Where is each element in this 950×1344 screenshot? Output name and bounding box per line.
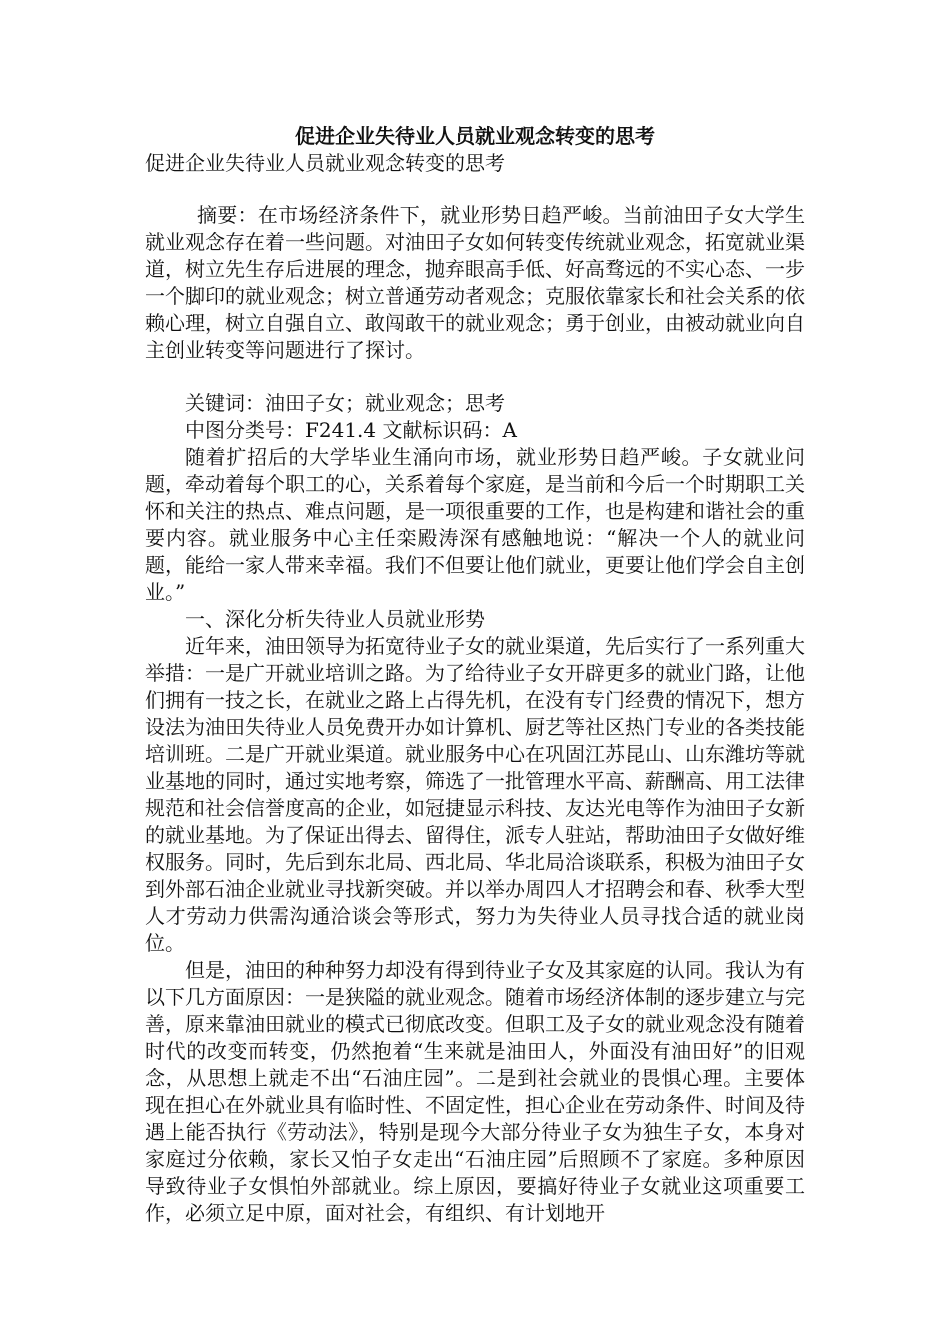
document-title: 促进企业失待业人员就业观念转变的思考 xyxy=(295,124,655,148)
keywords-line: 关键词：油田子女；就业观念；思考 xyxy=(185,391,505,415)
body-paragraph-3: 但是，油田的种种努力却没有得到待业子女及其家庭的认同。我认为有以下几方面原因：一是狭隘的就业观念。随着市场经济体制的逐步建立与完善，原来靠油田就业的模式已彻底改变。但职工及子女的就业观念没有随着时代的改变而转变，仍然抱着“生来就是油田人，外面没有油田好”的旧观念，从思想上就走不出“石油庄园”。二是到社会就业的畏惧心理。主要体现在担心在外就业具有临时性、不固定性，担心企业在劳动条件、时间及待遇上能否执行《劳动法》，特别是现今大部分待业子女为独生子女，本身对家庭过分依赖，家长又怕子女走出“石油庄园”后照顾不了家庭。多种原因导致待业子女惧怕外部就业。综上原因，要搞好待业子女就业这项重要工作，必须立足中原，面对社会，有组织、有计划地开 xyxy=(145,958,805,1225)
document-subtitle: 促进企业失待业人员就业观念转变的思考 xyxy=(145,151,505,175)
body-paragraph-2: 近年来，油田领导为拓宽待业子女的就业渠道，先后实行了一系列重大举措：一是广开就业培训之路。为了给待业子女开辟更多的就业门路，让他们拥有一技之长，在就业之路上占得先机，在没有专门经费的情况下，想方设法为油田失待业人员免费开办如计算机、厨艺等社区热门专业的各类技能培训班。二是广开就业渠道。就业服务中心在巩固江苏昆山、山东潍坊等就业基地的同时，通过实地考察，筛选了一批管理水平高、薪酬高、用工法律规范和社会信誉度高的企业，如冠捷显示科技、友达光电等作为油田子女新的就业基地。为了保证出得去、留得住，派专人驻站，帮助油田子女做好维权服务。同时，先后到东北局、西北局、华北局洽谈联系，积极为油田子女到外部石油企业就业寻找新突破。并以举办周四人才招聘会和春、秋季大型人才劳动力供需沟通洽谈会等形式，努力为失待业人员寻找合适的就业岗位。 xyxy=(145,634,805,955)
abstract-paragraph: 摘要：在市场经济条件下，就业形势日趋严峻。当前油田子女大学生就业观念存在着一些问题。对油田子女如何转变传统就业观念，拓宽就业渠道，树立先生存后进展的理念，抛弃眼高手低、好高骛远的不实心态、一步一个脚印的就业观念；树立普通劳动者观念；克服依靠家长和社会关系的依赖心理，树立自强自立、敢闯敢干的就业观念；勇于创业，由被动就业向自主创业转变等问题进行了探讨。 xyxy=(145,203,805,362)
body-paragraph-1: 随着扩招后的大学毕业生涌向市场，就业形势日趋严峻。子女就业问题，牵动着每个职工的心，关系着每个家庭，是当前和今后一个时期职工关怀和关注的热点、难点问题，是一项很重要的工作，也是构建和谐社会的重要内容。就业服务中心主任栾殿涛深有感触地说：“解决一个人的就业问题，能给一家人带来幸福。我们不但要让他们就业，更要让他们学会自主创业。” xyxy=(145,445,805,604)
document-body xyxy=(145,122,805,1227)
section-heading-1: 一、深化分析失待业人员就业形势 xyxy=(185,607,485,631)
classification-line: 中图分类号：F241.4 文献标识码：A xyxy=(185,418,517,442)
